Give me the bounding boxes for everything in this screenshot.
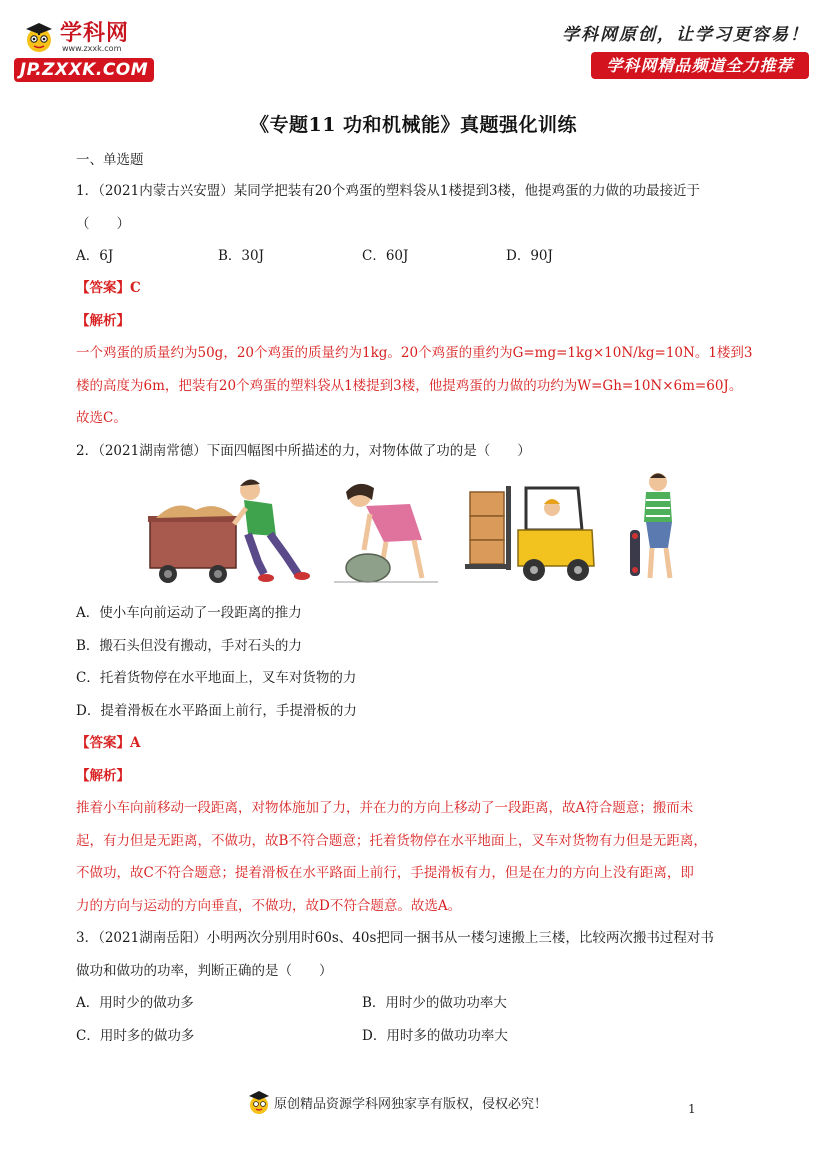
q1-option-a: A．6J [76,248,114,264]
q1-analysis-line-1: 一个鸡蛋的质量约为50g，20个鸡蛋的质量约为1kg。20个鸡蛋的重约为G=mg=1kg×10N/kg=10N。1楼到3 [76,345,753,361]
site-logo[interactable] [14,14,154,84]
q3-option-d: D．用时多的做功功率大 [362,1028,508,1044]
q3-option-a: A．用时少的做功多 [76,995,194,1011]
q2-option-a: A．使小车向前运动了一段距离的推力 [76,605,302,621]
q1-option-b: B．30J [218,248,265,264]
q3-option-c: C．用时多的做功多 [76,1028,195,1044]
q1-answer: 【答案】C [76,280,141,296]
page-number: 1 [688,1102,696,1116]
figure-push-cart [146,470,318,588]
mascot-icon [20,18,58,56]
section-heading: 一、单选题 [76,152,144,168]
logo-url-small: www.zxxk.com [62,44,122,53]
figure-forklift [460,470,600,588]
q3-stem-line-2: 做功和做功的功率，判断正确的是（ ） [76,963,333,979]
q2-option-c: C．托着货物停在水平地面上，叉车对货物的力 [76,670,357,686]
q2-analysis-line-4: 力的方向与运动的方向垂直，不做功，故D不符合题意。故选A。 [76,898,462,914]
q1-option-d: D．90J [506,248,553,264]
copyright-notice: 原创精品资源学科网独家享有版权，侵权必究！ [274,1097,548,1112]
q3-stem-line-1: 3．（2021湖南岳阳）小明两次分别用时60s、40s把同一捆书从一楼匀速搬上三楼，比较两次搬书过程对书 [76,930,714,946]
q1-option-c: C．60J [362,248,409,264]
q2-analysis-line-2: 起，有力但是无距离，不做功，故B不符合题意；托着货物停在水平地面上，叉车对货物有力但是无距离， [76,833,707,849]
q2-option-b: B．搬石头但没有搬动，手对石头的力 [76,638,302,654]
q2-answer: 【答案】A [76,735,141,751]
header-right [562,20,809,82]
q1-analysis-label: 【解析】 [76,313,130,329]
page-footer [0,1088,827,1118]
channel-badge[interactable]: 学科网精品频道全力推荐 [591,52,809,79]
q2-option-d: D．提着滑板在水平路面上前行，手提滑板的力 [76,703,357,719]
q2-analysis-line-3: 不做功，故C不符合题意；提着滑板在水平路面上前行，手提滑板有力，但是在力的方向上没有距离，即 [76,865,694,881]
logo-block [20,14,150,58]
q1-analysis-line-2: 楼的高度为6m，把装有20个鸡蛋的塑料袋从1楼提到3楼，他提鸡蛋的力做的功约为W=Gh=10N×6m=60J。 [76,378,743,394]
q2-analysis-label: 【解析】 [76,768,130,784]
q2-figures [140,470,700,588]
figure-lift-stone [330,470,442,588]
footer-mascot-icon [246,1088,272,1116]
q1-analysis-line-3: 故选C。 [76,410,127,426]
slogan: 学科网原创，让学习更容易！ [562,25,809,45]
logo-name: 学科网 [60,21,130,46]
q2-analysis-line-1: 推着小车向前移动一段距离，对物体施加了力，并在力的方向上移动了一段距离，故A符合题意；搬而未 [76,800,694,816]
document-title: 《专题11 功和机械能》真题强化训练 [249,114,578,136]
logo-jp-badge[interactable]: JP.ZXXK.COM [14,58,154,82]
q1-stem-line-2: （ ） [76,216,130,232]
q1-stem-line-1: 1．（2021内蒙古兴安盟）某同学把装有20个鸡蛋的塑料袋从1楼提到3楼，他提鸡蛋的力做的功最接近于 [76,183,701,199]
q2-stem-line-1: 2．（2021湖南常德）下面四幅图中所描述的力，对物体做了功的是（ ） [76,443,531,459]
figure-skateboard [620,470,690,588]
q3-option-b: B．用时少的做功功率大 [362,995,507,1011]
